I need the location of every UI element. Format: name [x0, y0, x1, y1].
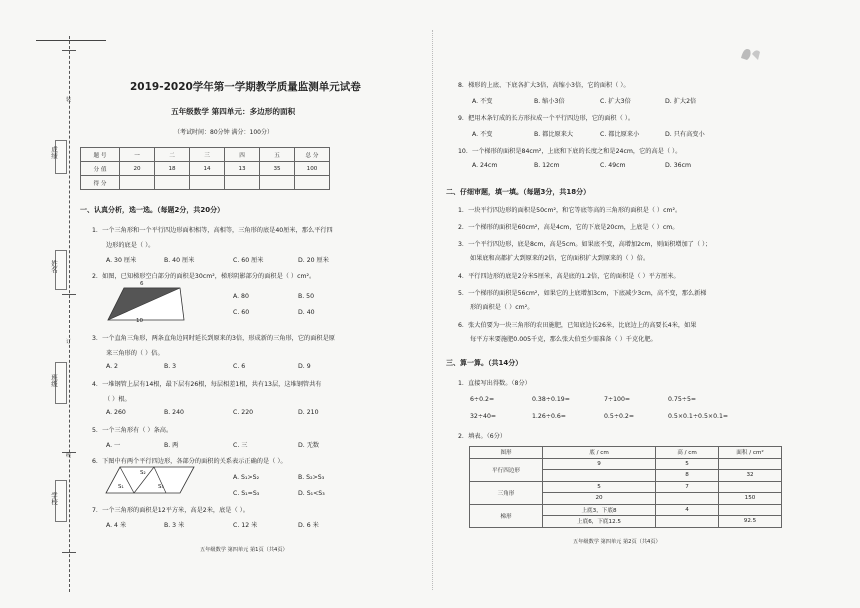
option: B. 50 [298, 293, 315, 300]
table-cell: 32 [719, 470, 782, 482]
binding-line [69, 36, 70, 592]
question-text: 5．一个梯形的面积是56cm²，如果它的上底增加3cm，下底减少3cm，高不变，那么新梯 [458, 290, 707, 297]
table-cell: 5 [543, 481, 656, 493]
option: A. 80 [233, 293, 249, 300]
gutter-label-school: 学校 [50, 492, 58, 505]
shape-cell: 平行四边形 [470, 458, 543, 481]
table-cell: 8 [656, 470, 719, 482]
shape-cell: 三角形 [470, 481, 543, 504]
figure-label: S₁ [118, 484, 124, 490]
score-input[interactable] [120, 176, 155, 190]
option: C. 扩大3倍 [600, 98, 631, 105]
table-header: 面积 / cm² [719, 447, 782, 459]
option: D. 36cm [665, 162, 692, 169]
gutter-label-class: 班级 [50, 374, 58, 387]
binding-tick [62, 50, 76, 51]
parallelogram-figure [104, 464, 198, 496]
table-cell: 上底6，下底12.5 [543, 516, 656, 528]
gutter-label-name: 姓名 [50, 260, 58, 273]
stamp-smudge [738, 44, 764, 64]
table-cell: 9 [543, 458, 656, 470]
option: D. 9 [298, 363, 311, 370]
table-cell: 150 [719, 493, 782, 505]
score-cell: 分 值 [81, 162, 120, 176]
calc-item: 32÷40= [470, 413, 497, 420]
answer-cell[interactable] [543, 470, 656, 482]
option: A. 一 [106, 442, 121, 449]
option: B. 3 米 [164, 522, 185, 529]
trapezoid-figure [104, 280, 188, 330]
score-input[interactable] [155, 176, 190, 190]
question-text: 2．如图，已知梯形空白部分的面积是30cm²，梯形阴影部分的面积是（ ）cm²。 [92, 273, 316, 280]
exam-info: （考试时间：80分钟 满分：100分） [174, 129, 273, 136]
calc-item: 7÷100= [604, 396, 631, 403]
option: C. 6 [233, 363, 246, 370]
score-cell: 总 分 [295, 148, 330, 162]
option: B. 40 厘米 [164, 257, 195, 264]
figure-label: S₂ [140, 470, 146, 476]
score-cell: 四 [225, 148, 260, 162]
option: D. 无数 [298, 442, 320, 449]
exam-subtitle: 五年级数学 第四单元：多边形的面积 [171, 107, 296, 116]
question-text: 3．一个平行四边形，底是8cm，高是5cm。如果底不变，高增加2cm，则面积增加了（ ）； [458, 241, 712, 248]
answer-cell[interactable] [719, 458, 782, 470]
option: C. 12 米 [233, 522, 258, 529]
score-cell: 一 [120, 148, 155, 162]
shape-cell: 梯形 [470, 504, 543, 527]
fill-table [469, 446, 782, 528]
question-text: 5．一个三角形有（ ）条高。 [92, 427, 173, 434]
table-header: 底 / cm [543, 447, 656, 459]
option: C. 220 [233, 409, 254, 416]
option: D. 扩大2倍 [665, 98, 697, 105]
option: C. S₁=S₃ [233, 490, 260, 497]
option: B. 缩小3倍 [534, 98, 565, 105]
option: B. 都比原来大 [534, 131, 574, 138]
calc-item: 1.26÷0.6= [532, 413, 566, 420]
question-text: 10．一个梯形的面积是84cm²，上底和下底的长度之和是24cm，它的高是（ ）。 [458, 148, 682, 155]
option: C. 60 厘米 [233, 257, 264, 264]
table-cell: 上底3，下底8 [543, 504, 656, 516]
option: A. 24cm [472, 162, 498, 169]
score-cell: 20 [120, 162, 155, 176]
top-rule [36, 40, 106, 41]
answer-cell[interactable] [719, 504, 782, 516]
question-text: 7．一个三角形的面积是12平方米，高是2米，底是（ ）。 [92, 507, 249, 514]
figure-label: 10 [136, 318, 143, 324]
option: C. 60 [233, 309, 250, 316]
score-cell: 14 [190, 162, 225, 176]
question-text: 3．一个直角三角形，两条直角边同时延长到原来的3倍，形成新的三角形，它的面积是原 [92, 335, 335, 342]
option: B. 12cm [534, 162, 560, 169]
option: C. 49cm [600, 162, 626, 169]
table-header: 高 / cm [656, 447, 719, 459]
option: A. 不变 [472, 131, 493, 138]
option: B. 3 [164, 363, 177, 370]
calc-item: 0.5÷0.2= [604, 413, 635, 420]
score-table [80, 147, 330, 190]
question-text: 形的面积是（ ）cm²。 [470, 304, 534, 311]
question-text: 8．梯形的上底、下底各扩大3倍，高缩小3倍，它的面积（ ）。 [458, 82, 630, 89]
score-cell: 五 [260, 148, 295, 162]
option: A. 不变 [472, 98, 493, 105]
answer-cell[interactable] [656, 516, 719, 528]
calc-item: 6÷0.2= [470, 396, 495, 403]
answer-cell[interactable] [719, 481, 782, 493]
question-text: （ ）根。 [104, 396, 131, 403]
page-footer: 五年级数学 第四单元 第1页（共4页） [200, 547, 288, 553]
binding-mark: 订 [66, 339, 72, 345]
table-cell: 20 [543, 493, 656, 505]
answer-cell[interactable] [656, 493, 719, 505]
question-text: 6．下图中有两个平行四边形，各部分的面积的关系表示正确的是（ ）。 [92, 458, 287, 465]
option: D. 只有高变小 [665, 131, 705, 138]
score-cell: 三 [190, 148, 225, 162]
option: A. 260 [106, 409, 126, 416]
question-text: 4．一堆钢管上层有14根，最下层有26根，每层相差1根，共有13层，这堆钢管共有 [92, 381, 322, 388]
option: A. 4 米 [106, 522, 127, 529]
option: D. 210 [298, 409, 319, 416]
option: B. S₂>S₃ [298, 474, 325, 481]
option: D. 20 厘米 [298, 257, 329, 264]
table-cell: 92.5 [719, 516, 782, 528]
exam-title: 2019-2020学年第一学期教学质量监测单元试卷 [130, 81, 361, 93]
score-cell: 题 号 [81, 148, 120, 162]
score-cell: 100 [295, 162, 330, 176]
score-input[interactable] [190, 176, 225, 190]
page-footer: 五年级数学 第四单元 第2页（共4页） [573, 539, 661, 545]
figure-label: S₃ [158, 484, 164, 490]
score-cell: 13 [225, 162, 260, 176]
binding-mark: 线 [66, 453, 72, 459]
question-text: 如果底和高都扩大到原来的2倍，它的面积扩大到原来的（ ）倍。 [470, 255, 650, 262]
option: D. S₁<S₃ [298, 490, 325, 497]
calc-item: 0.38÷0.19= [532, 396, 570, 403]
option: A. 2 [106, 363, 118, 370]
question-text: 来三角形的（ ）倍。 [106, 350, 164, 357]
option: B. 240 [164, 409, 184, 416]
column-divider [432, 30, 433, 590]
section-heading: 二、仔细审题，填一填。（每题3分，共18分） [446, 188, 591, 196]
question-text: 2．一个梯形的面积是60cm²，高是4cm，它的下底是20cm，上底是（ ）cm。 [458, 224, 679, 231]
option: D. 40 [298, 309, 315, 316]
gutter-label-score: 成绩 [50, 146, 58, 159]
question-text: 9．把用木条钉成的长方形拉成一个平行四边形，它的面积（ ）。 [458, 115, 635, 122]
score-cell: 得 分 [81, 176, 120, 190]
option: C. 都比原来小 [600, 131, 640, 138]
table-cell: 7 [656, 481, 719, 493]
question-text: 4．平行四边形的底是2分米5厘米，高是底的1.2倍，它的面积是（ ）平方厘米。 [458, 273, 680, 280]
score-input[interactable] [295, 176, 330, 190]
score-cell: 35 [260, 162, 295, 176]
table-header: 图形 [470, 447, 543, 459]
score-input[interactable] [260, 176, 295, 190]
table-cell: 4 [656, 504, 719, 516]
option: A. 30 厘米 [106, 257, 137, 264]
question-text: 2．填表。（6分） [458, 433, 507, 440]
option: D. 6 米 [298, 522, 319, 529]
figure-label: 6 [140, 281, 144, 287]
table-cell: 5 [656, 458, 719, 470]
question-text: 1．一个三角形和一个平行四边形面积相等，高相等，三角形的底是40厘米，那么平行四 [92, 227, 333, 234]
section-heading: 一、认真分析，选一选。（每题2分，共20分） [80, 206, 225, 214]
question-text: 1．直接写出得数。（8分） [458, 380, 531, 387]
score-cell: 18 [155, 162, 190, 176]
option: C. 三 [233, 442, 248, 449]
score-cell: 二 [155, 148, 190, 162]
question-text: 每平方米要施肥0.005千克，那么张大伯至少需准备（ ）千克化肥。 [470, 336, 657, 343]
binding-mark: 装 [66, 97, 72, 103]
option: A. S₁>S₂ [233, 474, 260, 481]
question-text: 1．一块平行四边形的面积是50cm²，和它等底等高的三角形的面积是（ ）cm²。 [458, 207, 682, 214]
question-text: 6．张大伯要为一块三角形的农田施肥，已知底边长26米，比底边上的高要长4米，如果 [458, 322, 697, 329]
section-heading: 三、算一算。（共14分） [446, 359, 523, 367]
calc-item: 0.5×0.1÷0.5×0.1= [668, 413, 729, 420]
binding-tick [62, 294, 76, 295]
question-text: 边形的底是（ ）。 [106, 242, 155, 249]
option: B. 两 [164, 442, 179, 449]
score-input[interactable] [225, 176, 260, 190]
binding-tick [62, 552, 76, 553]
calc-item: 0.75÷5= [668, 396, 697, 403]
